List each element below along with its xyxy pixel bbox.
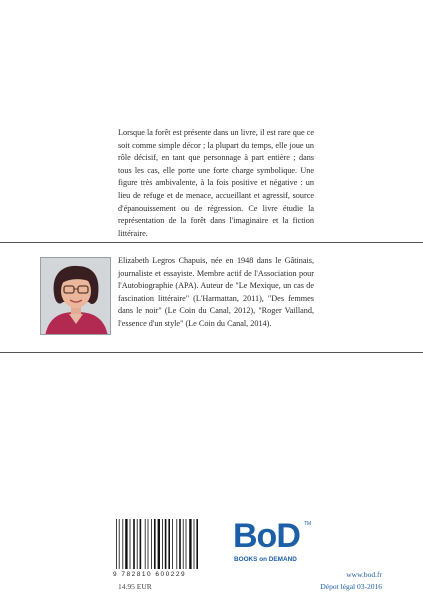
divider-bottom [0, 352, 423, 353]
author-bio: Elizabeth Legros Chapuis, née en 1948 dans le Gâtinais, journaliste et essayiste. Membre actif de l'Association pour l'Autobiographie (APA). Auteur de "Le Mexique, un cas de fascination littéraire" (L'Harmattan, 2011), "Des femmes dans le noir" (Le Coin du Canal, 2012), "Roger Vailland, l'essence d'un style" (Le Coin du Canal, 2014). [118, 256, 314, 328]
price-label: 14.95 EUR [118, 582, 152, 591]
isbn-number: 9 782810 600229 [113, 571, 187, 578]
divider-top [0, 242, 423, 243]
synopsis-text: Lorsque la forêt est présente dans un livre, il est rare que ce soit comme simple décor ; la plupart du temps, elle joue un rôle décisif, en tant que personnage à part entière ; dans tous les cas, elle porte une forte charge symbolique. Une figure très ambivalente, à la fois positive et négative : un lieu de refuge et de menace, accueillant et agressif, source d'épanouissement ou de régression. Ce livre étudie la représentation de la forêt dans l'imaginaire et la fiction littéraire. [118, 128, 314, 238]
author-photo [40, 257, 111, 335]
bod-tagline: BOOKS on DEMAND [234, 556, 297, 563]
isbn-barcode [114, 519, 200, 569]
bod-logo: BoD [233, 517, 300, 555]
publisher-url[interactable]: www.bod.fr [346, 570, 382, 579]
bod-trademark: TM [304, 521, 312, 527]
legal-deposit: Dépot légal 03-2016 [320, 582, 382, 591]
